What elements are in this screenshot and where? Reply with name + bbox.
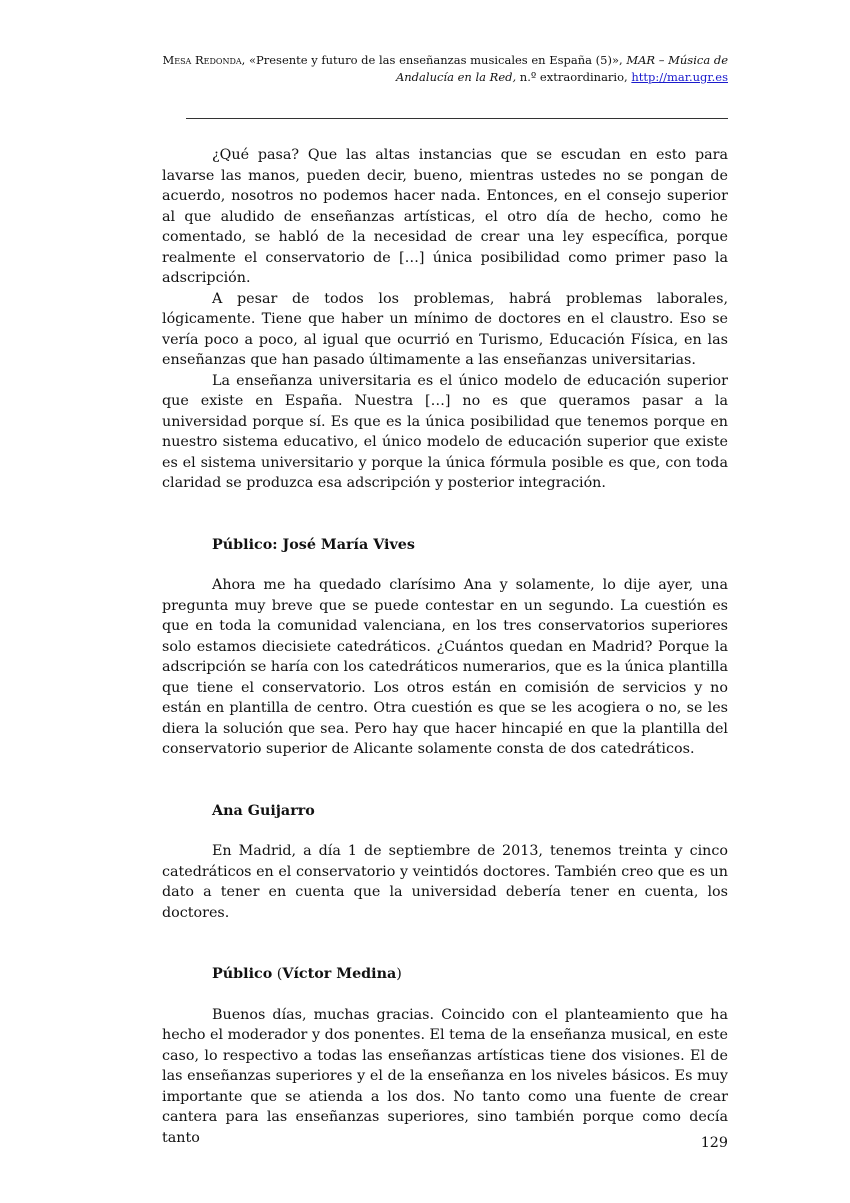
speaker-role: Público [212, 966, 273, 982]
main-text [162, 145, 728, 1148]
paragraph: La enseñanza universitaria es el único modelo de educación superior que existe en España. Nuestra […] no es que queramos pasar a la universidad porque sí. Es que es la única posibilidad que tenemos porque en nuestro sistema educativo, el único modelo de educación superior que existe es el sistema universitario y porque la única fórmula posible es que, con toda claridad se produzca esa adscripción y posterior integración. [162, 372, 728, 491]
speaker-paren-open: ( [272, 966, 283, 982]
paragraph: Buenos días, muchas gracias. Coincido con el planteamiento que ha hecho el moderador y dos ponentes. El tema de la enseñanza musical, en este caso, lo respectivo a todas las enseñanzas artísticas tiene dos visiones. El de las enseñanzas superiores y el de la enseñanza en los niveles básicos. Es muy importante que se atienda a los dos. No tanto como una fuente de crear cantera para las enseñanzas superiores, sino también porque como decía tanto [162, 1006, 728, 1146]
header-article-title: , «Presente y futuro de las enseñanzas musicales en España (5)», [241, 53, 627, 67]
speaker-heading: Ana Guijarro [212, 802, 315, 819]
paragraph: Ahora me ha quedado clarísimo Ana y solamente, lo dije ayer, una pregunta muy breve que se puede contestar en un segundo. La cuestión es que en toda la comunidad valenciana, en los tres conservatorios superiores solo estamos diecisiete catedráticos. ¿Cuántos quedan en Madrid? Porque la adscripción se haría con los catedráticos numerarios, que es la única plantilla que tiene el conservatorio. Los otros están en comisión de servicios y no están en plantilla de centro. Otra cuestión es que se les acogiera o no, se les diera la solución que sea. Pero hay que hacer hincapié en que la plantilla del conservatorio superior de Alicante solamente consta de dos catedráticos. [162, 577, 728, 757]
paragraph: A pesar de todos los problemas, habrá problemas laborales, lógicamente. Tiene que haber un mínimo de doctores en el claustro. Eso se vería poco a poco, al igual que ocurrió en Turismo, Educación Física, en las enseñanzas que han pasado últimamente a las enseñanzas universitarias. [162, 290, 728, 368]
header-divider [186, 118, 728, 119]
header-journal: MAR – Música de Andalucía en la Red, [395, 53, 728, 84]
header-url-link[interactable]: http://mar.ugr.es [631, 70, 728, 84]
speaker-heading [162, 964, 728, 985]
speaker-heading: Público: José María Vives [212, 536, 415, 553]
paragraph: ¿Qué pasa? Que las altas instancias que se escudan en esto para lavarse las manos, pueden decir, bueno, mientras ustedes no se pongan de acuerdo, nosotros no podemos hacer nada. Entonces, en el consejo superior al que aludido de enseñanzas artísticas, el otro día de hecho, como he comentado, se habló de la necesidad de crear una ley específica, porque realmente el conservatorio de […] única posibilidad como primer paso la adscripción. [162, 147, 728, 286]
page-number: 129 [700, 1135, 728, 1151]
speaker-name: Víctor Medina [282, 966, 397, 982]
running-header [160, 52, 728, 86]
speaker-paren-close: ) [396, 966, 402, 982]
paragraph: En Madrid, a día 1 de septiembre de 2013, tenemos treinta y cinco catedráticos en el conservatorio y veintidós doctores. También creo que es un dato a tener en cuenta que la universidad debería tener en cuenta, los doctores. [162, 843, 728, 921]
header-issue: n.º extraordinario, [516, 70, 632, 84]
header-author: Mesa Redonda [162, 53, 242, 67]
